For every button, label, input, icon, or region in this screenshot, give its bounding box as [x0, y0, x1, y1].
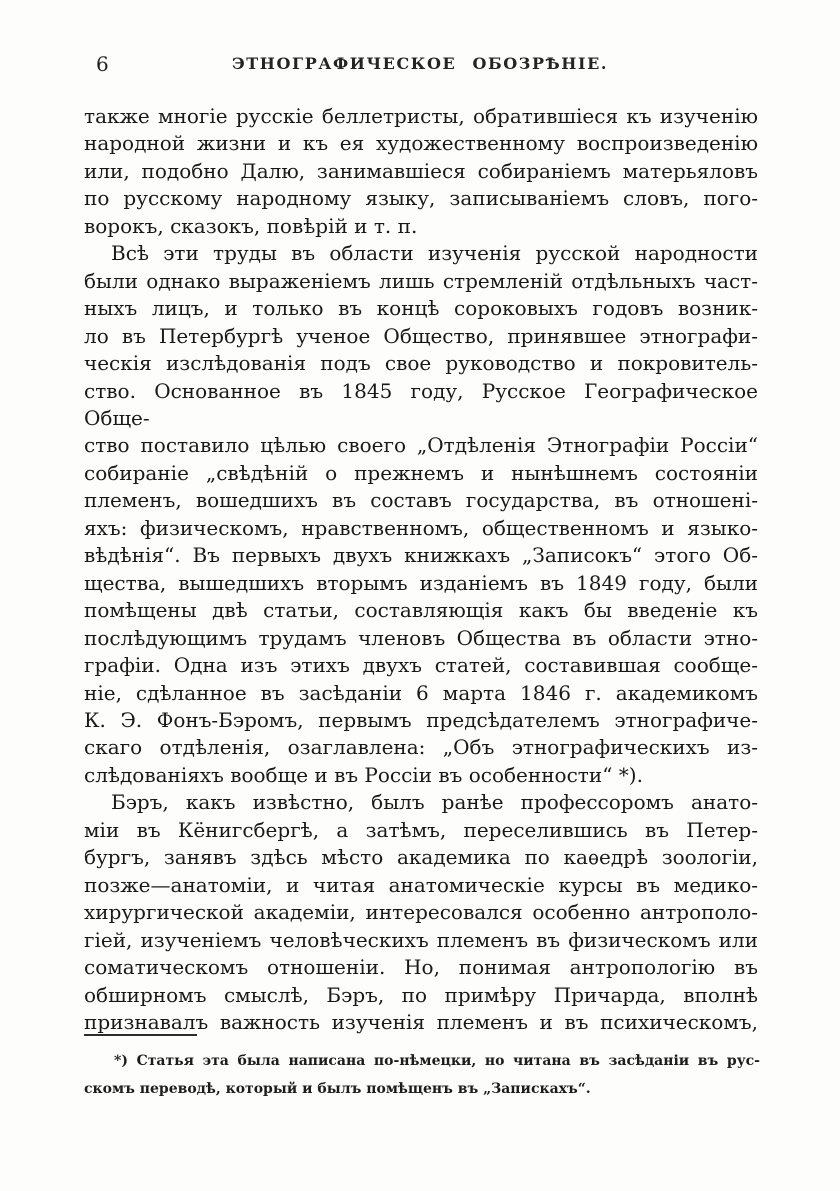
text-line: соматическомъ отношеніи. Но, понимая антропологію въ: [84, 955, 758, 980]
text-line: яхъ: физическомъ, нравственномъ, общественномъ и языко-: [84, 515, 758, 540]
text-line: скомъ переводѣ, который и былъ помѣщенъ въ „Запискахъ“.: [84, 1080, 591, 1097]
text-line: ныхъ лицъ, и только въ концѣ сороковыхъ годовъ возник-: [84, 296, 758, 321]
text-line: также многіе русскіе беллетристы, обратившіеся къ изученію: [84, 104, 758, 128]
text-line: ство. Основанное въ 1845 году, Русское Географическое Обще-: [84, 378, 758, 430]
text-line: бургъ, занявъ здѣсь мѣсто академика по каѳедрѣ зоологіи,: [84, 845, 758, 870]
text-line: позже—анатоміи, и читая анатомическіе курсы въ медико-: [84, 872, 758, 897]
text-line: вѣдѣнія“. Въ первыхъ двухъ книжкахъ „Записокъ“ этого Об-: [84, 543, 758, 568]
journal-title: ЭТНОГРАФИЧЕСКОЕ ОБОЗРѢНІЕ.: [231, 54, 609, 73]
text-line: признавалъ важность изученія племенъ и въ психическомъ,: [84, 1009, 758, 1034]
page-number: 6: [96, 52, 109, 76]
text-line: щества, вышедшихъ вторымъ изданіемъ въ 1849 году, были: [84, 570, 758, 595]
text-line: ческія изслѣдованія подъ свое руководство и покровитель-: [84, 351, 758, 376]
text-line: ніе, сдѣланное въ засѣданіи 6 марта 1846 г. академикомъ: [84, 680, 758, 705]
text-line: Бэръ, какъ извѣстно, былъ ранѣе профессоромъ анато-: [111, 790, 758, 815]
footnote: [84, 1048, 760, 1103]
text-line: міи въ Кёнигсбергѣ, а затѣмъ, переселившись въ Петер-: [84, 817, 758, 842]
text-line: были однако выраженіемъ лишь стремленій отдѣльныхъ част-: [84, 268, 758, 293]
text-line: хирургической академіи, интересовался особенно антрополо-: [84, 900, 758, 925]
text-line: послѣдующимъ трудамъ членовъ Общества въ области этно-: [84, 625, 758, 650]
text-line: помѣщены двѣ статьи, составляющія какъ бы введеніе къ: [84, 598, 758, 623]
text-line: по русскому народному языку, записываніемъ словъ, пого-: [84, 186, 758, 211]
text-line: собираніе „свѣдѣній о прежнемъ и нынѣшнемъ состояніи: [84, 460, 758, 485]
text-line: ство поставило цѣлью своего „Отдѣленія Этнографіи Россіи“: [84, 433, 758, 458]
text-line: гіей, изученіемъ человѣческихъ племенъ въ физическомъ или: [84, 927, 758, 952]
running-head: [0, 52, 840, 80]
text-line: скаго отдѣленія, озаглавлена: „Объ этнографическихъ из-: [84, 735, 758, 760]
text-line: К. Э. Фонъ-Бэромъ, первымъ предсѣдателемъ этнографиче-: [84, 707, 758, 732]
text-line: слѣдованіяхъ вообще и въ Россіи въ особенности“ *).: [84, 762, 643, 787]
text-line: обширномъ смыслѣ, Бэръ, по примѣру Причарда, вполнѣ: [84, 982, 758, 1007]
text-line: народной жизни и къ ея художественному воспроизведенію: [84, 131, 758, 156]
body-text: [84, 103, 758, 1036]
text-line: племенъ, вошедшихъ въ составъ государства, въ отношені-: [84, 488, 758, 513]
text-line: ворокъ, сказокъ, повѣрій и т. п.: [84, 213, 418, 238]
text-line: графіи. Одна изъ этихъ двухъ статей, составившая сообще-: [84, 653, 758, 678]
text-line: Всѣ эти труды въ области изученія русской народности: [111, 241, 758, 266]
text-line: ло въ Петербургѣ ученое Общество, принявшее этнографи-: [84, 323, 758, 348]
footnote-separator: [84, 1034, 197, 1036]
text-line: *) Статья эта была написана по-нѣмецки, но читана въ засѣданіи въ рус-: [114, 1053, 760, 1069]
text-line: или, подобно Далю, занимавшіеся собираніемъ матерьяловъ: [84, 158, 758, 183]
